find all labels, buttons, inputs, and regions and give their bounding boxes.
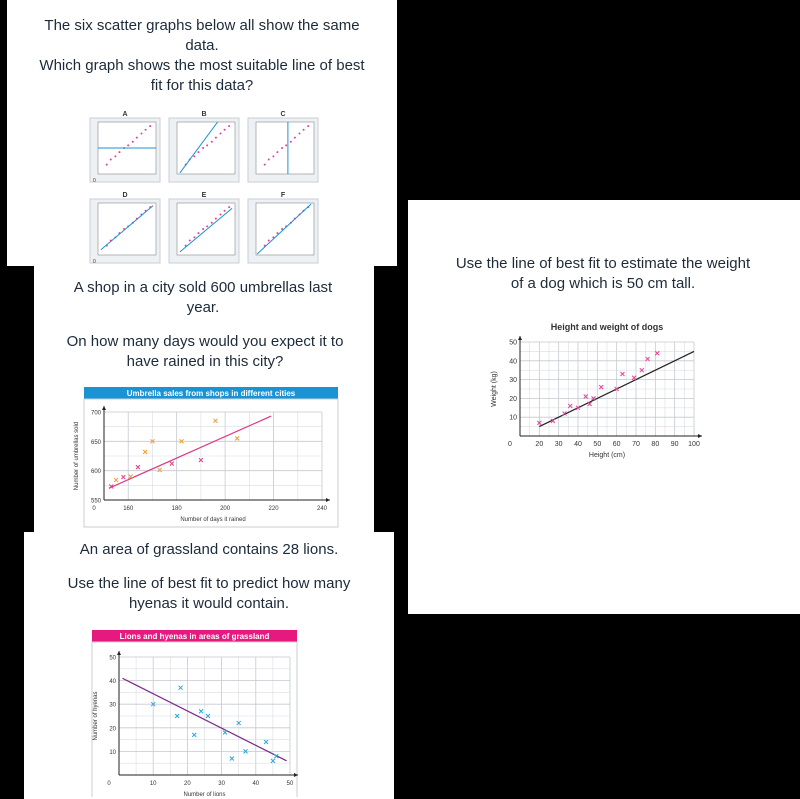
mini-data-point <box>264 164 266 166</box>
question-text-best-fit: The six scatter graphs below all show the same data. Which graph shows the most suitable line of best fit for this data? <box>39 17 365 94</box>
x-tick-label: 160 <box>123 506 134 512</box>
y-tick-label: 40 <box>109 679 116 686</box>
mini-data-point <box>136 137 138 139</box>
question-umbrella-line2: On how many days would you expect it to have rained in this city? <box>66 333 344 370</box>
data-point <box>646 357 650 361</box>
question-lions-line1: An area of grassland contains 28 lions. <box>79 541 339 558</box>
dogs-height-weight-chart <box>408 318 800 478</box>
data-point <box>584 395 588 399</box>
question-card-umbrellas <box>34 266 374 532</box>
x-tick-label: 90 <box>670 441 679 448</box>
mini-data-point <box>145 129 147 131</box>
mini-data-point <box>307 125 309 127</box>
mini-data-point <box>114 155 116 157</box>
x-axis-label: Number of days it rained <box>180 517 246 523</box>
x-tick-label: 220 <box>268 506 279 512</box>
question-card-dogs <box>408 200 800 614</box>
x-axis-label: Number of lions <box>183 792 226 797</box>
mini-data-point <box>299 132 301 134</box>
mini-origin-label: 0 <box>93 178 96 184</box>
data-point <box>599 385 603 389</box>
mini-data-point <box>127 144 129 146</box>
data-point <box>655 351 659 355</box>
y-axis-label: Number of hyenas <box>93 691 99 741</box>
x-tick-label: 10 <box>149 781 157 787</box>
x-axis-label: Height (cm) <box>588 452 626 459</box>
x-tick-label: 70 <box>632 441 640 448</box>
mini-data-point <box>224 129 226 131</box>
mini-data-point <box>303 129 305 131</box>
y-tick-label: 50 <box>509 339 517 347</box>
x-axis-arrow <box>698 434 702 438</box>
mini-data-point <box>272 155 274 157</box>
mini-data-point <box>110 158 112 160</box>
y-tick-label: 600 <box>90 469 101 476</box>
chart-frame <box>84 399 338 527</box>
x-tick-label: 200 <box>220 506 231 512</box>
mini-data-point <box>228 125 230 127</box>
mini-data-point <box>206 225 208 227</box>
mini-data-point <box>215 218 217 220</box>
mini-data-point <box>215 137 217 139</box>
x-tick-label: 50 <box>286 781 294 787</box>
y-tick-label: 30 <box>509 377 517 385</box>
mini-plot-area <box>177 122 235 174</box>
mini-data-point <box>206 144 208 146</box>
x-tick-label: 240 <box>316 506 328 512</box>
data-point <box>568 404 572 408</box>
y-axis-label: Weight (kg) <box>491 371 498 407</box>
x-tick-label: 80 <box>651 441 660 448</box>
mini-data-point <box>268 239 270 241</box>
y-tick-label: 700 <box>90 410 101 417</box>
mini-plot-area <box>256 122 314 174</box>
mini-graph-label: B <box>201 111 207 118</box>
y-tick-label: 10 <box>109 749 116 756</box>
mini-data-point <box>132 141 134 143</box>
lions-hyenas-chart <box>24 627 394 797</box>
mini-data-point <box>268 158 270 160</box>
y-tick-label: 30 <box>109 702 116 709</box>
origin-label: 0 <box>508 441 512 448</box>
mini-data-point <box>220 132 222 134</box>
chart-title: Height and weight of dogs <box>550 322 664 332</box>
mini-data-point <box>197 151 199 153</box>
question-card-lions <box>24 532 394 799</box>
question-dogs-text: Use the line of best fit to estimate the weight of a dog which is 50 cm tall. <box>455 255 751 292</box>
x-tick-label: 20 <box>535 441 544 448</box>
mini-data-point <box>220 213 222 215</box>
mini-data-point <box>224 210 226 212</box>
y-tick-label: 50 <box>109 655 116 662</box>
mini-graph-label: A <box>122 111 128 118</box>
umbrella-sales-chart <box>34 384 374 534</box>
mini-origin-label: 0 <box>93 259 96 265</box>
y-tick-label: 650 <box>90 439 101 446</box>
x-tick-label: 50 <box>593 441 602 448</box>
chart-title: Lions and hyenas in areas of grassland <box>119 632 270 641</box>
mini-data-point <box>281 147 283 149</box>
x-tick-label: 100 <box>688 441 700 448</box>
x-tick-label: 180 <box>171 506 182 512</box>
data-point <box>620 372 624 376</box>
y-axis-arrow <box>518 336 522 340</box>
mini-data-point <box>189 239 191 241</box>
y-tick-label: 550 <box>90 498 101 505</box>
chart-title: Umbrella sales from shops in different cities <box>126 389 296 398</box>
mini-data-point <box>149 125 151 127</box>
y-tick-label: 40 <box>509 358 517 366</box>
mini-data-point <box>228 206 230 208</box>
mini-graph-label: F <box>280 192 286 199</box>
x-tick-label: 20 <box>184 781 191 787</box>
mini-data-point <box>202 147 204 149</box>
chart-frame <box>92 642 297 797</box>
mini-data-point <box>211 222 213 224</box>
mini-data-point <box>106 164 108 166</box>
mini-graph-label: D <box>122 192 128 199</box>
mini-data-point <box>285 144 287 146</box>
y-tick-label: 20 <box>109 726 116 733</box>
origin-label: 0 <box>107 781 111 787</box>
question-card-lines-of-best-fit <box>7 0 397 266</box>
six-scatter-graphs <box>7 0 397 266</box>
x-tick-label: 30 <box>218 781 225 787</box>
x-tick-label: 40 <box>252 781 260 787</box>
mini-data-point <box>141 132 143 134</box>
mini-data-point <box>290 141 292 143</box>
mini-data-point <box>197 232 199 234</box>
x-tick-label: 30 <box>554 441 563 448</box>
mini-data-point <box>118 151 120 153</box>
mini-data-point <box>193 236 195 238</box>
x-tick-label: 40 <box>574 441 582 448</box>
mini-graph-label: E <box>201 192 207 199</box>
data-point <box>632 376 636 380</box>
mini-data-point <box>193 155 195 157</box>
mini-data-point <box>202 228 204 230</box>
y-tick-label: 20 <box>509 395 517 403</box>
question-lions-line2: Use the line of best fit to predict how many hyenas it would contain. <box>67 575 351 612</box>
question-umbrella-line1: A shop in a city sold 600 umbrellas last year. <box>73 279 333 316</box>
mini-graph-label: C <box>280 111 286 118</box>
origin-label: 0 <box>92 506 96 512</box>
x-tick-label: 60 <box>612 441 621 448</box>
y-tick-label: 10 <box>509 414 517 422</box>
y-axis-label: Number of umbrellas sold <box>74 421 80 491</box>
mini-data-point <box>211 141 213 143</box>
mini-data-point <box>294 137 296 139</box>
mini-data-point <box>276 151 278 153</box>
